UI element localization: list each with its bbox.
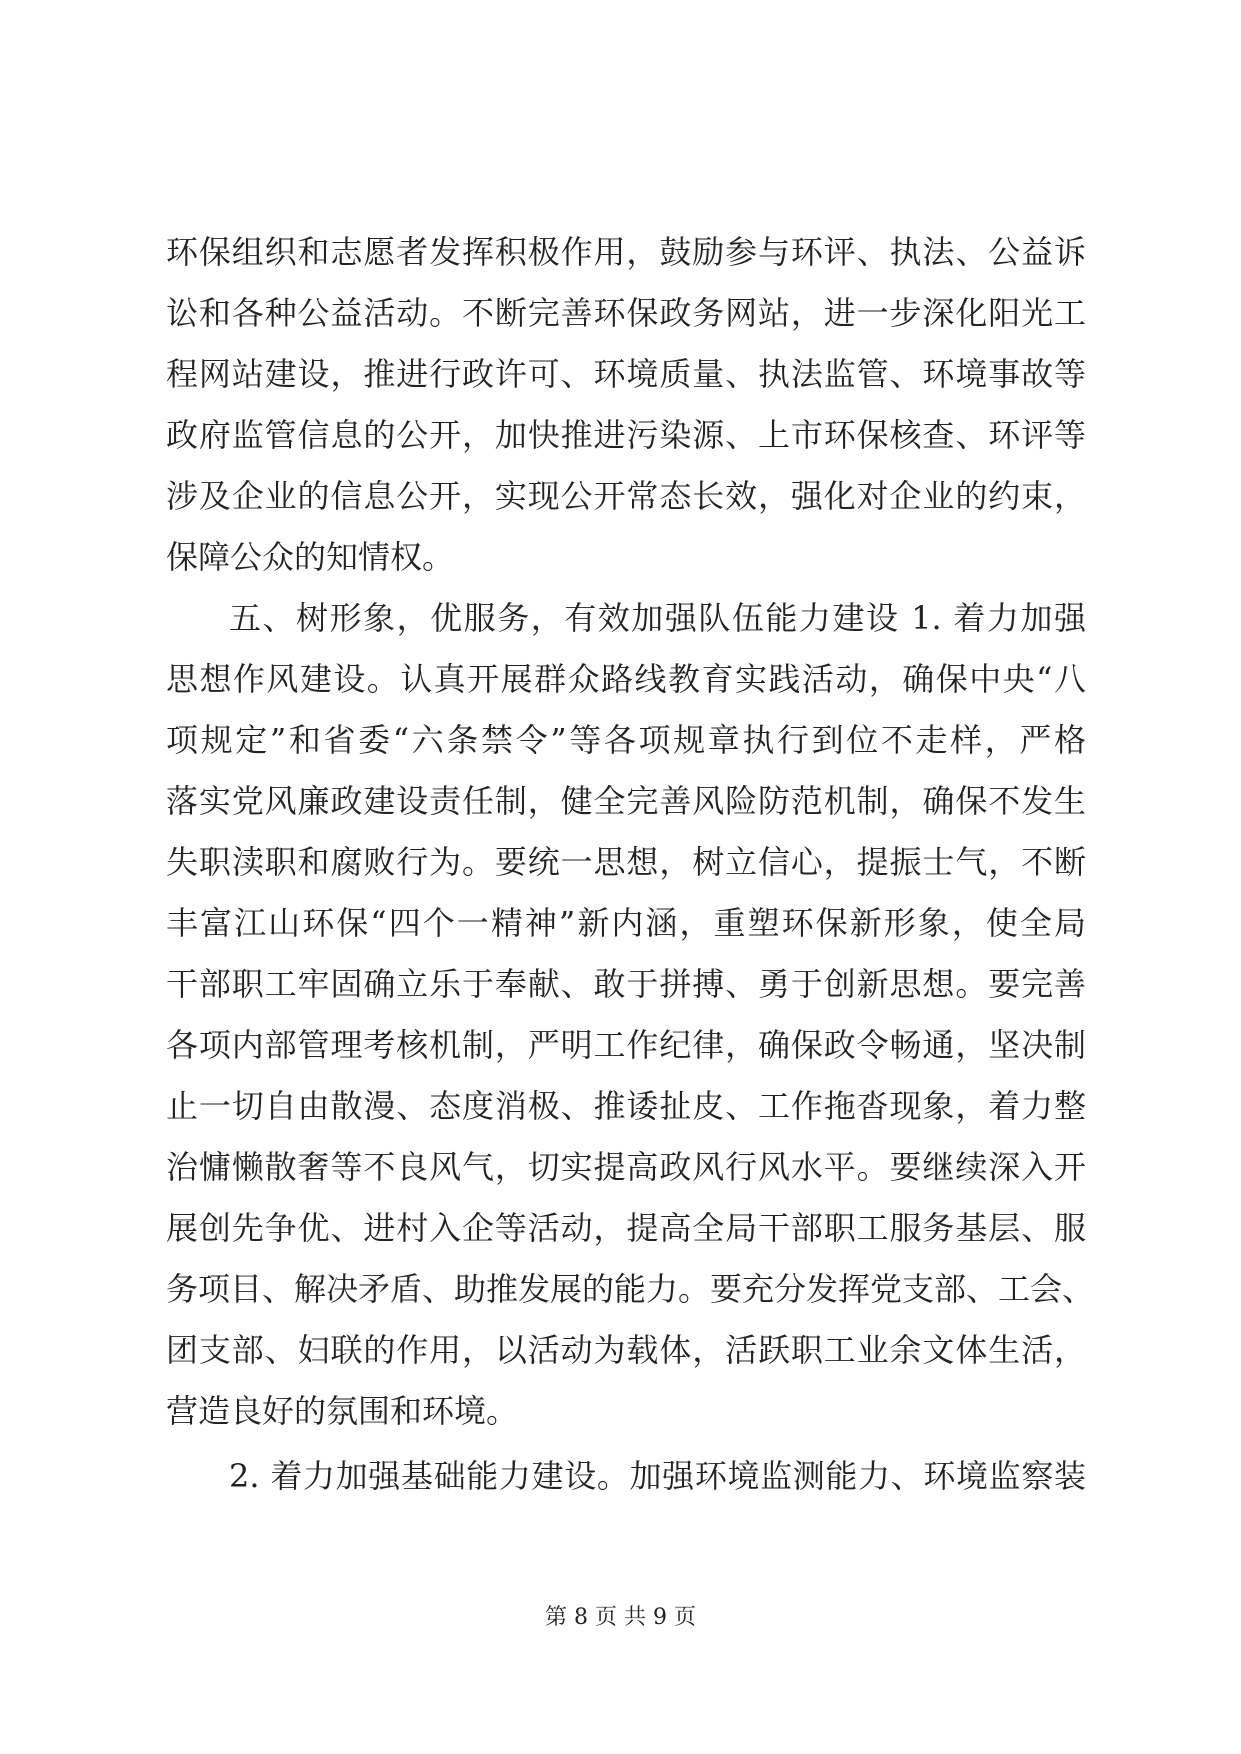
text-line: 思想作风建设。认真开展群众路线教育实践活动，确保中央“八 <box>166 660 1086 698</box>
numbered-paragraph-line: 2. 着力加强基础能力建设。加强环境监测能力、环境监察装 <box>229 1457 1086 1495</box>
text-line: 展创先争优、进村入企等活动，提高全局干部职工服务基层、服 <box>166 1209 1086 1247</box>
page-number-footer: 第 8 页 共 9 页 <box>545 1605 696 1630</box>
text-line: 务项目、解决矛盾、助推发展的能力。要充分发挥党支部、工会、 <box>166 1270 1095 1308</box>
text-line: 团支部、妇联的作用，以活动为载体，活跃职工业余文体生活， <box>166 1331 1086 1369</box>
text-line: 治慵懒散奢等不良风气，切实提高政风行风水平。要继续深入开 <box>166 1148 1086 1186</box>
text-line: 程网站建设，推进行政许可、环境质量、执法监管、环境事故等 <box>166 355 1086 393</box>
section-heading-line: 五、树形象，优服务，有效加强队伍能力建设 1. 着力加强 <box>229 599 1086 637</box>
text-line: 政府监管信息的公开，加快推进污染源、上市环保核查、环评等 <box>166 416 1086 454</box>
text-line: 干部职工牢固确立乐于奉献、敢于拼搏、勇于创新思想。要完善 <box>166 965 1086 1003</box>
text-line: 保障公众的知情权。 <box>166 538 455 576</box>
text-line: 止一切自由散漫、态度消极、推诿扯皮、工作拖沓现象，着力整 <box>166 1087 1086 1125</box>
text-line: 丰富江山环保“四个一精神”新内涵，重塑环保新形象，使全局 <box>166 904 1086 942</box>
text-line: 落实党风廉政建设责任制，健全完善风险防范机制，确保不发生 <box>166 782 1086 820</box>
text-line: 各项内部管理考核机制，严明工作纪律，确保政令畅通，坚决制 <box>166 1026 1086 1064</box>
text-line: 营造良好的氛围和环境。 <box>166 1392 519 1430</box>
text-line: 项规定”和省委“六条禁令”等各项规章执行到位不走样，严格 <box>166 721 1086 759</box>
text-line: 涉及企业的信息公开，实现公开常态长效，强化对企业的约束， <box>166 477 1086 515</box>
text-line: 讼和各种公益活动。不断完善环保政务网站，进一步深化阳光工 <box>166 294 1086 332</box>
text-line: 失职渎职和腐败行为。要统一思想，树立信心，提振士气，不断 <box>166 843 1086 881</box>
text-line: 环保组织和志愿者发挥积极作用，鼓励参与环评、执法、公益诉 <box>166 233 1086 271</box>
document-body <box>166 222 1095 1507</box>
